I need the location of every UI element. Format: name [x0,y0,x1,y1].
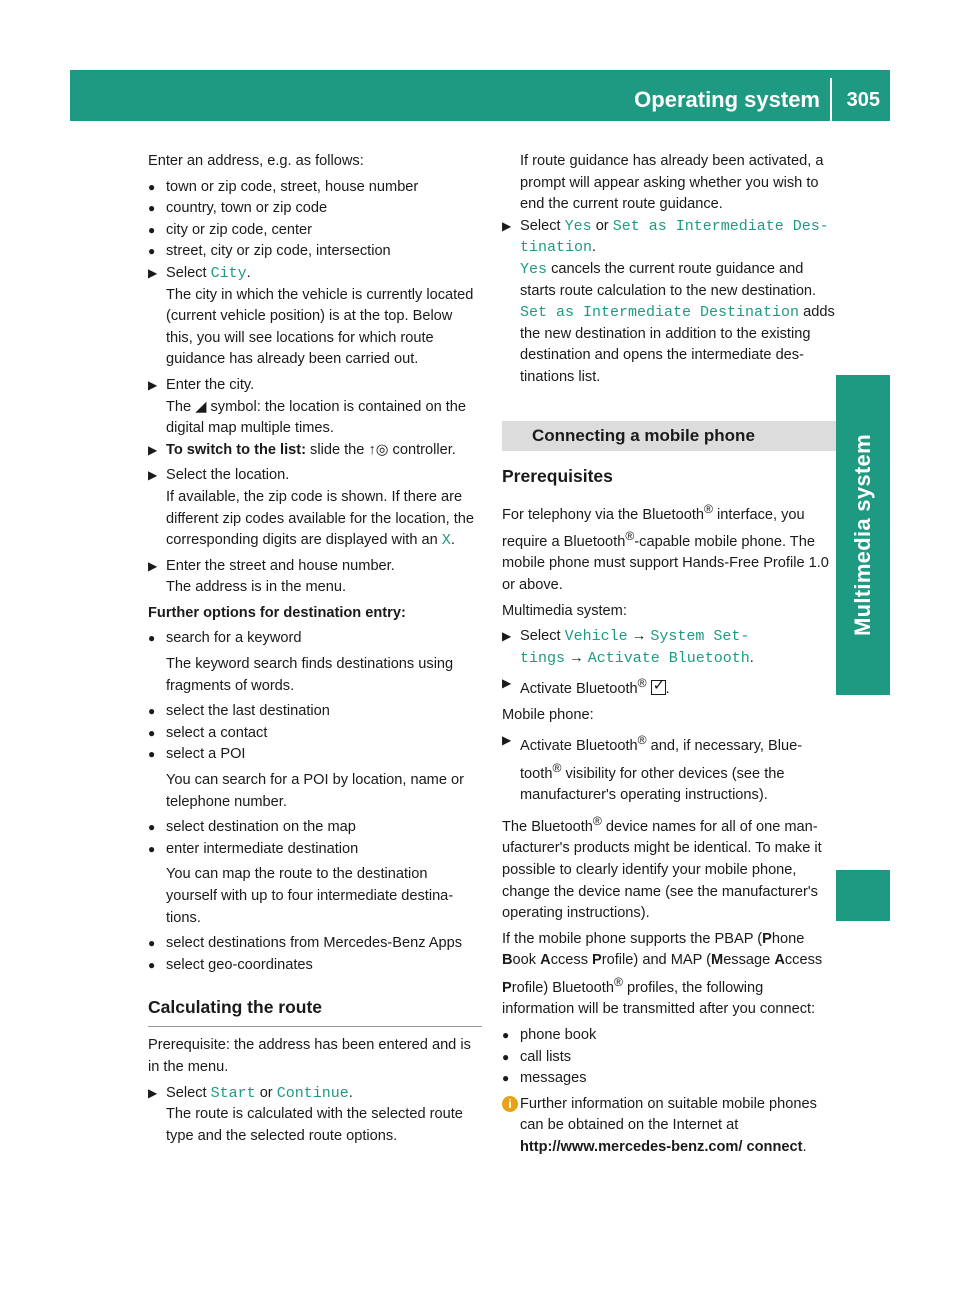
further-options-heading: Further options for destination entry: [148,604,406,621]
city-menu-item: City [210,264,247,282]
info-icon: i [502,1096,518,1112]
list-item: ● country, town or zip code [148,200,328,217]
side-tab-label: Multimedia system [850,434,875,636]
controller-icon: ↑◎ [368,441,389,458]
list-item: ● messages [502,1070,587,1087]
step-activate-bluetooth: ▶ Activate Bluetooth® ✓ . [502,673,836,700]
left-column: Enter an address, e.g. as follows: ● town or zip code, street, house number ● country, town or zip code ● city or zip code, center ● street, city or zip code, intersection ▶ Select City. The city in which the vehicle is currently located (current vehicle position) is at the top. Below this, you will see locations for which route guidance has already been carried out. ▶ Enter the city. The ◢ symbol: the location is contained on the digital map multiple times. ▶ To switch to the list: slide the ↑◎ controller. ▶ Select the location. If available, the zip code is shown. If there are different zip codes available for the location, the corresponding digits are displayed with an X. ▶ Enter the street and house number. The address is in the menu. Further options for destination entry: ● search for a keyword The keyword search finds destinations using fragments of words. ● select the last destination ● select a contact ● select a POI You can search for a POI by location, name or telephone number. ● select destination on the map ● enter intermediate destination You can map the route to the destination yourself with up to four intermediate destinations. ● select destinations from Mercedes-Benz Apps ● select geo-coordinates Calculating the route Prerequisite: the address has been entered and is in the menu. ▶ Select Start or Continue. The route is calculated with the selected route type and the selected route options. [148,151,482,1147]
step-activate-bluetooth-menu: ▶ Select Vehicle → System Set‐ tings → Activate Bluetooth. [502,628,754,667]
step-enter-street: ▶ Enter the street and house number. The address is in the menu. [148,557,395,596]
page-number: 305 [846,89,880,111]
list-item: ● select a POI [148,746,246,763]
step-select-location: ▶ Select the location. If available, the zip code is shown. If there are different zip codes available for the location, the corresponding digits are displayed with an X. [148,467,475,550]
side-marker [836,870,890,921]
list-item: ● phone book [502,1027,597,1044]
list-item: ● street, city or zip code, intersection [148,243,391,260]
section-heading-calculating: Calculating the route [148,996,482,1027]
header-bar [70,70,890,121]
intro-text: Enter an address, e.g. as follows: [148,153,364,169]
checkbox-checked-icon [651,680,666,695]
page-header-title: Operating system [634,87,820,112]
header-separator [830,78,832,121]
list-item: ● call lists [502,1048,572,1065]
info-note: i Further information on suitable mobile phones can be obtained on the Internet at http://www.mercedes-benz.com/ connect. [502,1094,836,1159]
step-select-yes: ▶ Select Yes or Set as Intermediate Des‐ tination. Yes cancels the current route guidance and starts route calculation to the new destination. Set as Intermediate Destination adds the new destination in addition to the existing destination and opens the intermediate destinations list. [502,217,835,385]
list-item: ● select geo-coordinates [148,956,313,973]
list-item: ● enter intermediate destination [148,840,359,857]
list-item: ● town or zip code, street, house number [148,178,419,195]
right-column: If route guidance has already been activated, a prompt will appear asking whether you wish to end the current route guidance. ▶ Select Yes or Set as Intermediate Des‐ tination. Yes cancels the current route guidance and starts route calculation to the new destination. Set as Intermediate Destination adds the new destination in addition to the existing destination and opens the intermediate destinations list. Connecting a mobile phone Prerequisites For telephony via the Bluetooth® interface, you require a Bluetooth®-capable mobile phone. The mobile phone must support Hands-Free Profile 1.0 or above. Multimedia system: ▶ Select Vehicle → System Set‐ tings → Activate Bluetooth. ▶ Activate Bluetooth® ✓ . Mobile phone: ▶ Activate Bluetooth® and, if necessary, Bluetooth® visibility for other devices (see the manufacturer's operating instructions). The Bluetooth® device names for all of one manufacturer's products might be identical. To make it possible to clearly identify your mobile phone, change the device name (see the manufacturer's operating instructions). If the mobile phone supports the PBAP (Phone Book Access Profile) and MAP (Message Access Profile) Bluetooth® profiles, the following information will be transmitted after you connect: ● phone book ● call lists ● messages i Further information on suitable mobile phones can be obtained on the Internet at http://www.mercedes-benz.com/ connect. [502,151,836,1159]
step-select-city: ▶ Select City. The city in which the vehicle is currently located (current vehicle position) is at the top. Below this, you will see locations for which route guidance has already been carried out. [148,264,474,368]
mercedes-link[interactable]: http://www.mercedes-benz.com/ connect [520,1138,803,1155]
list-item: ● select the last destination [148,703,330,720]
step-activate-visibility: ▶ Activate Bluetooth® and, if necessary, Bluetooth® visibility for other devices (see the manufacturer's operating instructions). [502,733,803,804]
step-switch-list: ▶ To switch to the list: slide the ↑◎ controller. [148,441,456,458]
list-item: ● select destinations from Mercedes-Benz Apps [148,935,463,952]
step-select-start: ▶ Select Start or Continue. The route is calculated with the selected route type and the selected route options. [148,1084,463,1144]
map-symbol-icon: ◢ [195,398,207,415]
section-heading-connecting: Connecting a mobile phone [502,421,836,451]
list-item: ● search for a keyword [148,630,302,647]
section-heading-prerequisites: Prerequisites [502,465,613,486]
list-item: ● select destination on the map [148,819,356,836]
step-enter-city: ▶ Enter the city. The ◢ symbol: the location is contained on the digital map multiple times. [148,376,467,437]
list-item: ● city or zip code, center [148,221,313,238]
list-item: ● select a contact [148,724,268,741]
